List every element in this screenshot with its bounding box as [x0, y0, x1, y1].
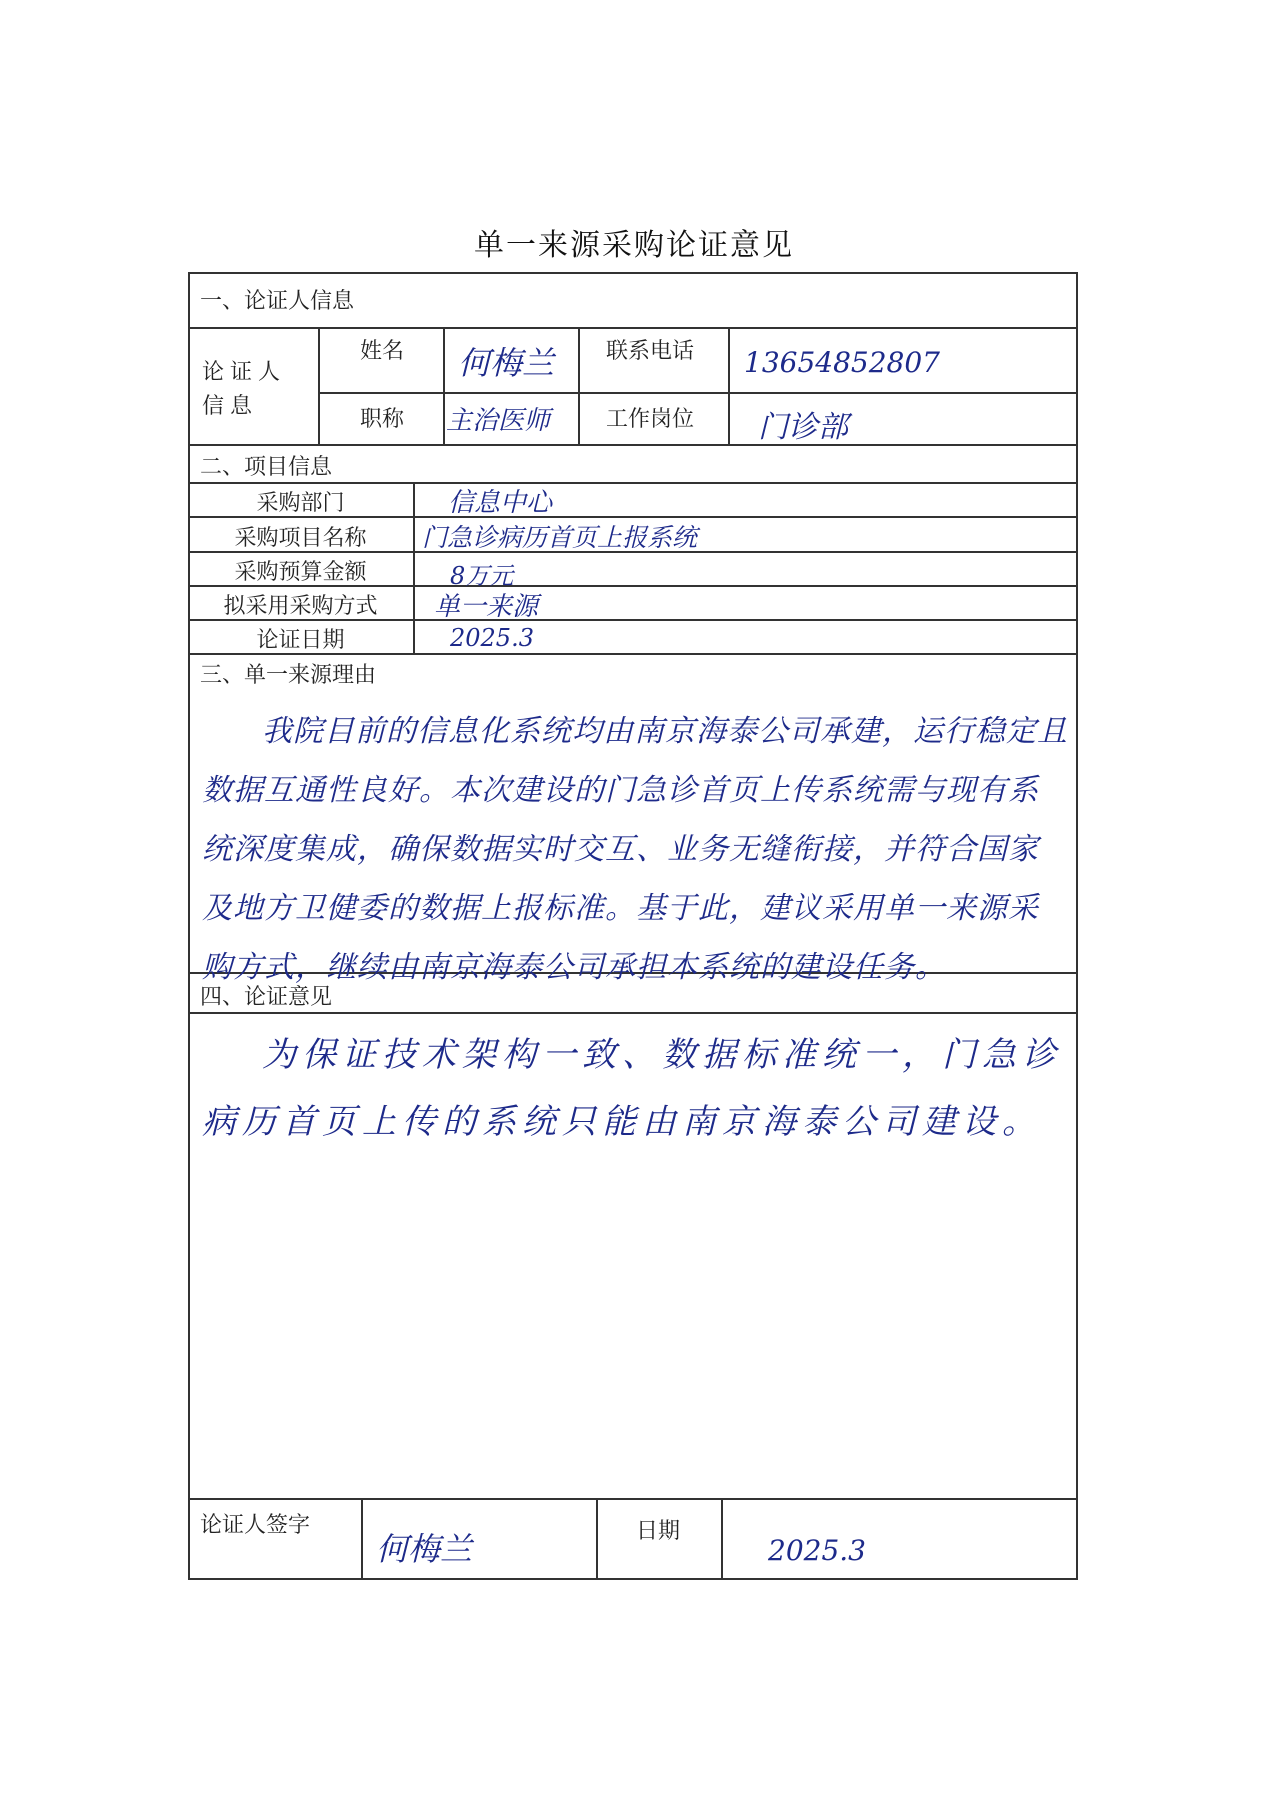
document-title: 单一来源采购论证意见	[474, 228, 794, 263]
rule	[188, 482, 1078, 484]
border-right	[1076, 272, 1078, 1580]
rule	[188, 327, 1078, 329]
purchase-dept-value: 信息中心	[448, 488, 553, 518]
form-table	[188, 272, 1078, 1580]
verifier-info-label: 论证人信息	[202, 360, 287, 419]
phone-value: 13654852807	[744, 346, 940, 379]
date-label: 日期	[636, 1519, 681, 1544]
rule	[318, 392, 1078, 394]
date-value: 2025.3	[768, 1534, 866, 1567]
section2-heading: 二、项目信息	[200, 455, 333, 480]
rule	[188, 1498, 1078, 1500]
section3-heading: 三、单一来源理由	[200, 663, 377, 688]
project-name-value: 门急诊病历首页上报系统	[422, 523, 698, 552]
budget-label: 采购预算金额	[234, 560, 367, 585]
verification-opinion: 为保证技术架构一致、数据标准统一，门急诊病历首页上传的系统只能由南京海泰公司建设。	[202, 1035, 1062, 1142]
budget-value: 8万元	[450, 562, 514, 590]
rule	[443, 327, 445, 444]
verification-date-value: 2025.3	[450, 624, 534, 652]
rule	[728, 327, 730, 444]
signature-value: 何梅兰	[376, 1530, 473, 1568]
procurement-method-label: 拟采用采购方式	[223, 594, 378, 619]
rule	[188, 444, 1078, 446]
project-name-label: 采购项目名称	[234, 526, 367, 551]
signature-label: 论证人签字	[200, 1513, 311, 1538]
procurement-method-value: 单一来源	[434, 592, 539, 622]
border-bottom	[188, 1578, 1078, 1580]
purchase-dept-label: 采购部门	[256, 491, 345, 516]
post-value: 门诊部	[758, 410, 848, 445]
job-title-label: 职称	[360, 407, 405, 432]
section1-heading: 一、论证人信息	[200, 289, 355, 314]
rule	[318, 327, 320, 444]
post-label: 工作岗位	[606, 407, 695, 432]
rule	[413, 482, 415, 653]
rule	[596, 1498, 598, 1580]
rule	[361, 1498, 363, 1580]
rule	[721, 1498, 723, 1580]
phone-label: 联系电话	[606, 339, 695, 364]
name-label: 姓名	[360, 339, 405, 364]
job-title-value: 主治医师	[446, 406, 551, 436]
border-left	[188, 272, 190, 1580]
single-source-reason: 我院目前的信息化系统均由南京海泰公司承建，运行稳定且数据互通性良好。本次建设的门急诊首页上传系统需与现有系统深度集成，确保数据实时交互、业务无缝衔接，并符合国家及地方卫健委的数据上报标准。基于此，建议采用单一来源采购方式，继续由南京海泰公司承担本系统的建设任务。	[202, 714, 1068, 985]
name-value: 何梅兰	[458, 344, 555, 382]
section4-heading: 四、论证意见	[200, 985, 333, 1010]
verification-date-label: 论证日期	[256, 628, 345, 653]
rule	[188, 1012, 1078, 1014]
rule	[578, 327, 580, 444]
border-top	[188, 272, 1078, 274]
